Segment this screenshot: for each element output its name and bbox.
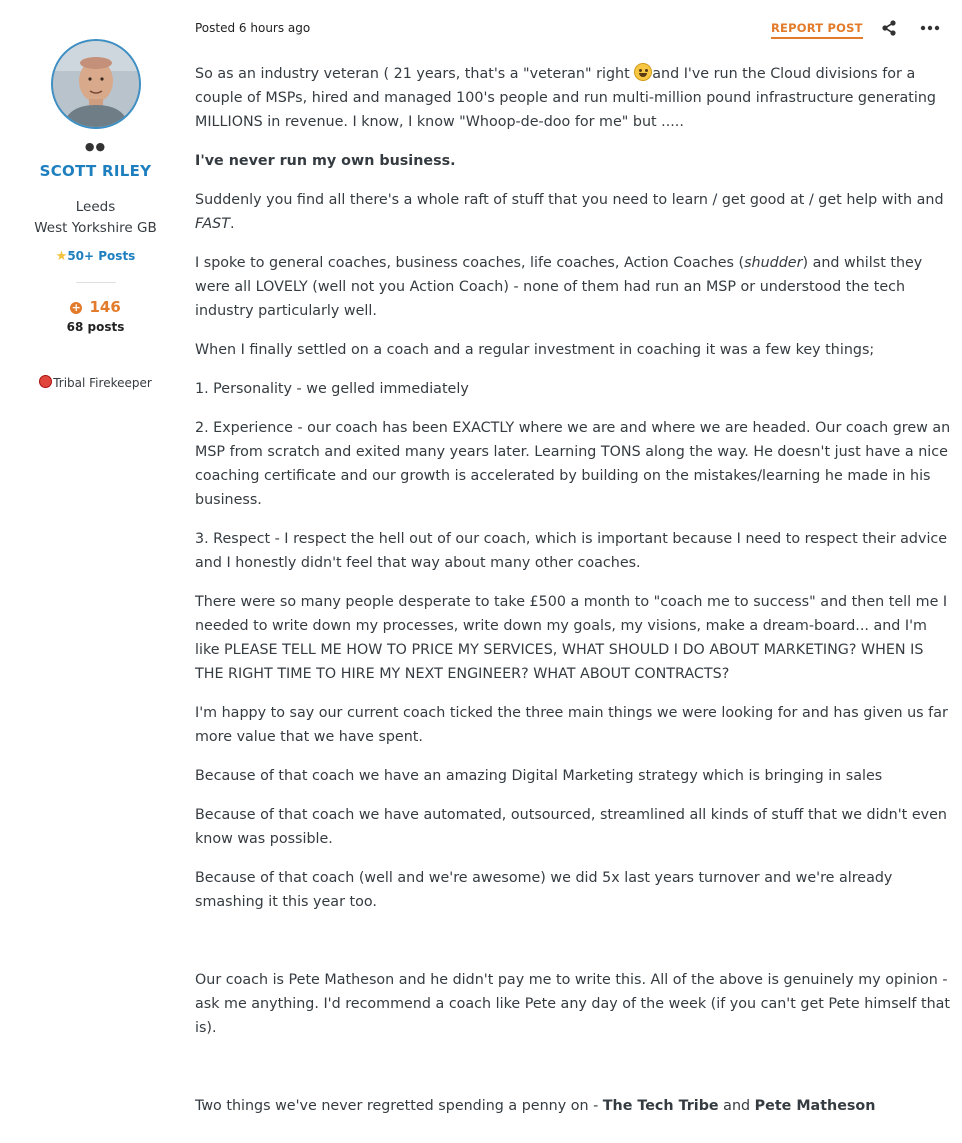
text-run: I spoke to general coaches, business coaches, life coaches, Action Coaches ( — [195, 255, 745, 271]
member-title-label: Tribal Firekeeper — [53, 376, 152, 390]
text-run: ) and whilst they were all LOVELY (well not you Action Coach) - none of them had run an MSP or understood the tech industry particularly well. — [195, 255, 923, 319]
fire-icon — [39, 375, 52, 388]
author-name[interactable]: SCOTT RILEY — [39, 162, 152, 180]
paragraph — [195, 188, 951, 236]
post-timestamp: Posted 6 hours ago — [195, 21, 311, 35]
paragraph: Because of that coach (well and we're awesome) we did 5x last years turnover and we're already smashing it this year too. — [195, 870, 893, 910]
badge-label: 50+ Posts — [67, 249, 136, 263]
more-options-icon[interactable] — [920, 18, 940, 38]
star-icon: ★ — [55, 249, 68, 264]
divider — [76, 282, 116, 283]
bold-text: Pete Matheson — [754, 1098, 876, 1114]
author-post-count: 68 posts — [66, 320, 125, 334]
text-run: Two things we've never regretted spending a penny on - — [195, 1098, 603, 1114]
paragraph: Because of that coach we have an amazing Digital Marketing strategy which is bringing in sales — [195, 768, 883, 784]
paragraph — [195, 62, 951, 134]
rank-indicator: ●● — [84, 140, 107, 153]
text-run: Suddenly you find all there's a whole raft of stuff that you need to learn / get good at / get help with and — [195, 192, 944, 208]
text-run: and I've run the Cloud divisions for a couple of MSPs, hired and managed 100's people and run multi-million pound infrastructure generating MILLIONS in revenue. I know, I know "Whoop-de-doo for me" but ..... — [195, 66, 937, 130]
paragraph — [195, 1094, 951, 1118]
bold-text: I've never run my own business. — [195, 153, 456, 169]
plus-icon: + — [71, 301, 81, 314]
paragraph — [195, 251, 951, 323]
paragraph: 3. Respect - I respect the hell out of our coach, which is important because I need to respect their advice and I honestly didn't feel that way about many other coaches. — [195, 531, 948, 571]
report-post-button[interactable]: REPORT POST — [771, 21, 863, 39]
bold-text: The Tech Tribe — [602, 1098, 719, 1114]
reputation-value: 146 — [89, 298, 121, 316]
author-location-region: West Yorkshire GB — [34, 220, 157, 236]
avatar[interactable] — [51, 39, 141, 129]
paragraph: Because of that coach we have automated, outsourced, streamlined all kinds of stuff that we didn't even know was possible. — [195, 807, 947, 847]
author-location-city: Leeds — [75, 199, 116, 215]
post-count-badge[interactable] — [0, 249, 191, 264]
paragraph: I'm happy to say our current coach ticked the three main things we were looking for and has given us far more value that we have spent. — [195, 705, 948, 745]
user-avatar-icon — [53, 41, 139, 127]
italic-text: shudder — [744, 255, 803, 271]
paragraph: Our coach is Pete Matheson and he didn't pay me to write this. All of the above is genuinely my opinion - ask me anything. I'd recommend a coach like Pete any day of the week (if you can't get Pete himself that is). — [195, 972, 951, 1036]
paragraph: 1. Personality - we gelled immediately — [195, 381, 469, 397]
member-title — [0, 375, 191, 390]
text-run: . — [229, 216, 235, 232]
laughing-emoji-icon — [634, 63, 652, 81]
paragraph: When I finally settled on a coach and a regular investment in coaching it was a few key things; — [195, 342, 875, 358]
text-run: So as an industry veteran ( 21 years, that's a "veteran" right — [195, 66, 635, 82]
post-content — [195, 62, 951, 1133]
paragraph: 2. Experience - our coach has been EXACTLY where we are and where we are headed. Our coach grew an MSP from scratch and exited many years later. Learning TONS along the way. He doesn't just have a nice coaching certificate and our growth is accelerated by building on the mistakes/learning he made in his business. — [195, 420, 951, 508]
reputation-score — [0, 298, 191, 316]
paragraph — [195, 149, 951, 173]
paragraph: There were so many people desperate to take £500 a month to "coach me to success" and then tell me I needed to write down my processes, write down my goals, my visions, make a dream-board... and I'm like PLEASE TELL ME HOW TO PRICE MY SERVICES, WHAT SHOULD I DO ABOUT MARKETING? WHEN IS THE RIGHT TIME TO HIRE MY NEXT ENGINEER? WHAT ABOUT CONTRACTS? — [195, 594, 948, 682]
text-run: and — [718, 1098, 755, 1114]
share-icon[interactable] — [881, 19, 897, 37]
italic-text: FAST — [195, 216, 230, 232]
